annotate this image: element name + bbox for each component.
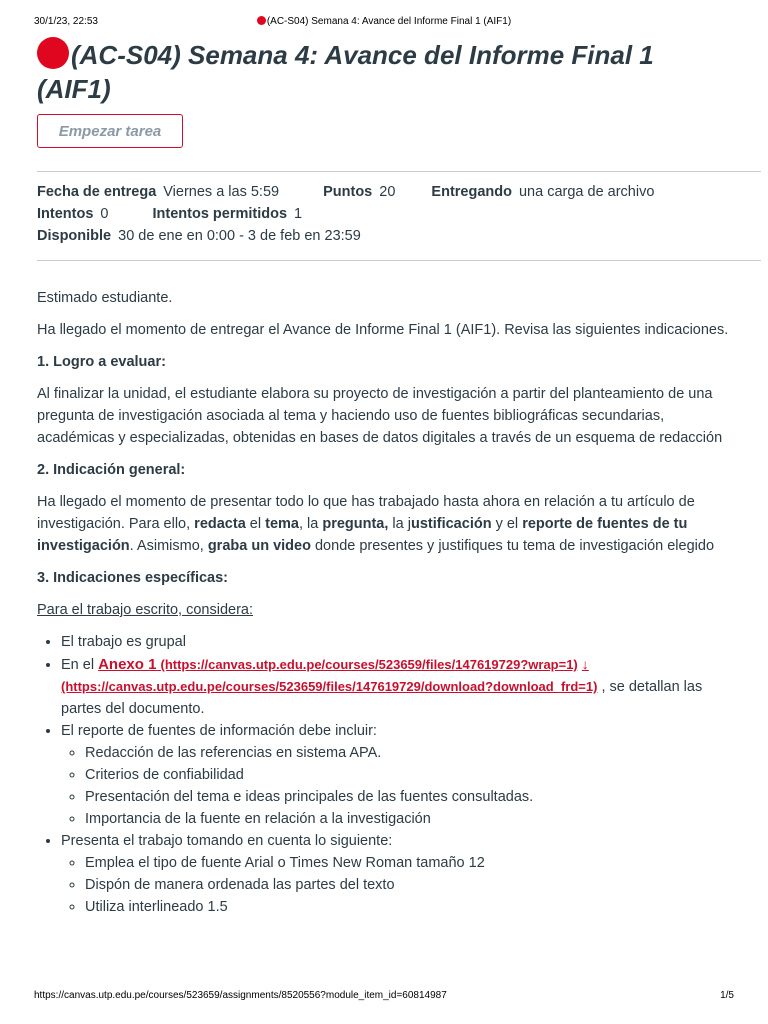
assignment-description: [37, 287, 737, 918]
details-row-1: [37, 184, 654, 200]
list-item: [61, 830, 737, 918]
text-span: El reporte de fuentes de información debe incluir:: [61, 723, 377, 739]
start-assignment-button[interactable]: Empezar tarea: [37, 114, 183, 148]
text-span: , la: [298, 516, 323, 532]
annex-1-link[interactable]: [98, 657, 578, 673]
sub-list: [61, 852, 737, 918]
bold-span: pregunta,: [322, 516, 389, 532]
intro-paragraph: Ha llegado el momento de entregar el Avance de Informe Final 1 (AIF1). Revisa las siguientes indicaciones.: [37, 322, 729, 338]
available-value: 30 de ene en 0:00 - 3 de feb en 23:59: [118, 228, 361, 244]
download-link-url: (https://canvas.utp.edu.pe/courses/523659/files/147619729/download?download_frd=1): [61, 679, 598, 694]
allowed-attempts-label: Intentos permitidos: [152, 206, 288, 222]
list-item: ◦ Presentación del tema e ideas principales de las fuentes consultadas.: [85, 786, 737, 808]
attempts-label: Intentos: [37, 206, 94, 222]
text-span: Ha llegado el momento de presentar todo lo que has trabajado hasta ahora en relación a tu artículo de investigación. Para ello,: [37, 494, 695, 532]
submitting-value: una carga de archivo: [518, 184, 655, 200]
list-item: ◦ Redacción de las referencias en sistema APA.: [85, 742, 737, 764]
bold-span: graba un video: [207, 538, 311, 554]
print-page-title: (AC-S04) Semana 4: Avance del Informe Final 1 (AIF1): [266, 16, 512, 27]
points-value: 20: [379, 184, 396, 200]
section-3-intro: Para el trabajo escrito, considera:: [37, 602, 253, 618]
instructions-list: [37, 631, 737, 918]
available-label: Disponible: [37, 228, 112, 244]
text-span: la j: [388, 516, 411, 532]
details-row-3: [37, 228, 361, 244]
list-item: ◦ Criterios de confiabilidad: [85, 764, 737, 786]
red-circle-icon: [257, 16, 266, 25]
divider: [37, 171, 761, 172]
details-row-2: [37, 206, 302, 222]
print-header: [34, 16, 734, 30]
text-span: . Asimismo,: [129, 538, 208, 554]
submitting-label: Entregando: [431, 184, 512, 200]
list-item: ◦ Dispón de manera ordenada las partes del texto: [85, 874, 737, 896]
bold-span: tema: [265, 516, 299, 532]
greeting: Estimado estudiante.: [37, 290, 173, 306]
section-1-text: Al finalizar la unidad, el estudiante elabora su proyecto de investigación a partir del planteamiento de una pregunta de investigación asociada al tema y haciendo uso de fuentes bibliográficas secundarias, académicas y especializadas, obtenidas en bases de datos digitales a través de un esquema de redacción: [37, 386, 723, 446]
allowed-attempts-value: 1: [294, 206, 303, 222]
text-span: En el: [61, 657, 99, 673]
points-label: Puntos: [323, 184, 373, 200]
list-item: ◦ Utiliza interlineado 1.5: [85, 896, 737, 918]
text-span: , se detallan las partes del documento.: [61, 679, 703, 717]
assignment-title: (AC-S04) Semana 4: Avance del Informe Final 1 (AIF1): [37, 40, 654, 104]
attempts-value: 0: [100, 206, 109, 222]
annex-link-url: (https://canvas.utp.edu.pe/courses/523659/files/147619729?wrap=1): [160, 657, 578, 672]
section-1-heading: 1. Logro a evaluar:: [37, 354, 166, 370]
section-2-heading: 2. Indicación general:: [37, 462, 186, 478]
annex-link-label: Anexo 1: [98, 656, 157, 673]
list-item: [61, 653, 737, 720]
download-icon: ↓: [581, 656, 589, 672]
divider: [37, 260, 761, 261]
red-circle-icon: [37, 37, 69, 69]
list-item: • El trabajo es grupal: [61, 631, 737, 653]
print-footer: [34, 990, 734, 1004]
list-item: ◦ Importancia de la fuente en relación a la investigación: [85, 808, 737, 830]
sub-list: [61, 742, 737, 830]
due-label: Fecha de entrega: [37, 184, 157, 200]
bold-span: reporte de fuentes de tu investigación: [37, 516, 688, 554]
bold-span: redacta: [194, 516, 246, 532]
text-span: donde presentes y justifiques tu tema de investigación elegido: [310, 538, 715, 554]
due-value: Viernes a las 5:59: [163, 184, 280, 200]
list-item: ◦ Emplea el tipo de fuente Arial o Times New Roman tamaño 12: [85, 852, 737, 874]
print-page-title-wrap: [34, 16, 734, 27]
list-item: [61, 720, 737, 830]
text-span: Presenta el trabajo tomando en cuenta lo siguiente:: [61, 833, 393, 849]
print-datetime: 30/1/23, 22:53: [34, 16, 98, 27]
section-3-heading: 3. Indicaciones específicas:: [37, 570, 229, 586]
text-span: el: [245, 516, 266, 532]
bold-span: ustificación: [410, 516, 492, 532]
page-number: 1/5: [720, 990, 734, 1001]
print-url: https://canvas.utp.edu.pe/courses/523659/assignments/8520556?module_item_id=60814987: [34, 990, 447, 1001]
text-span: y el: [491, 516, 523, 532]
assignment-title-wrap: [37, 37, 727, 106]
section-2-text: [37, 491, 737, 557]
